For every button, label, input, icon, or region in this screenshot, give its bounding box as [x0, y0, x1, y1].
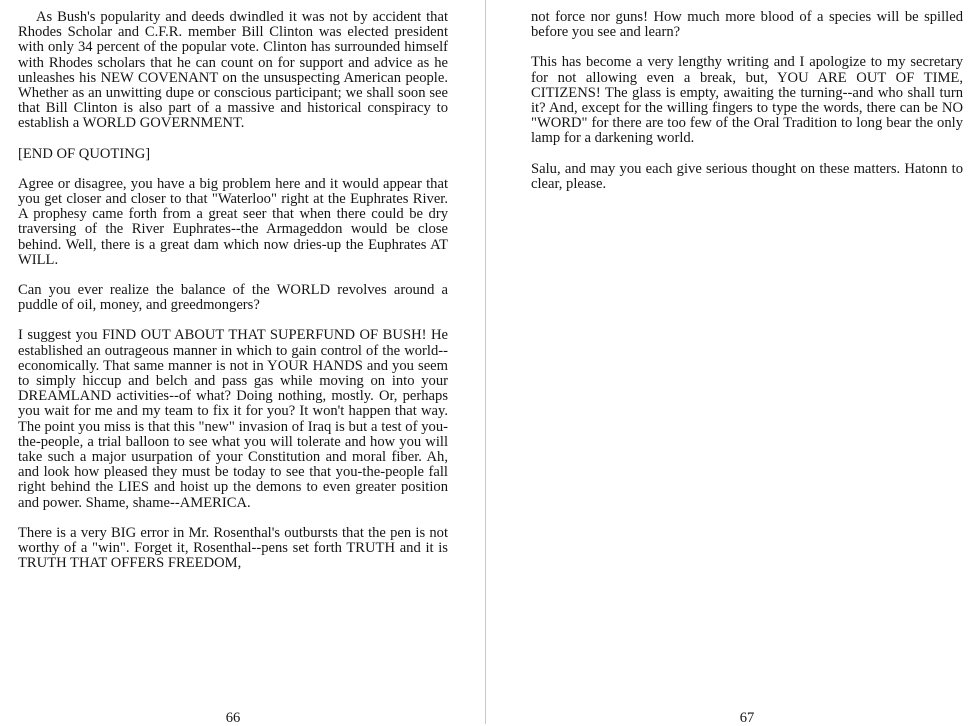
page-number: 66 — [225, 710, 241, 726]
left-page — [18, 9, 448, 726]
page-number: 67 — [739, 710, 755, 726]
paragraph: As Bush's popularity and deeds dwindled it was not by accident that Rhodes Scholar and C.F.R. member Bill Clinton was elected president with only 34 percent of the popular vote. Clinton has surrounded himself with Rhodes scholars that he can count on for support and advice as he unleashes his NEW COVENANT on the unsuspecting American people. Whether as an unwitting dupe or conscious participant; we shall soon see that Bill Clinton is also part of a massive and historical conspiracy to establish a WORLD GOVERNMENT. — [18, 9, 448, 132]
page-gutter — [485, 0, 486, 724]
paragraph: [END OF QUOTING] — [18, 145, 151, 162]
paragraph: Salu, and may you each give serious thought on these matters. Hatonn to clear, please. — [531, 160, 963, 192]
paragraph: I suggest you FIND OUT ABOUT THAT SUPERFUND OF BUSH! He established an outrageous manner in which to gain control of the world--economically. That same manner is not in YOUR HANDS and you seem to simply hiccup and belch and pass gas while moving on into your DREAMLAND activities--of what? Doing nothing, mostly. Or, perhaps you wait for me and my team to fix it for you? It won't happen that way. The point you miss is that this "new" invasion of Iraq is but a test of you-the-people, a trial balloon to see what you will tolerate and how you will take such a major usurpation of your Constitution and moral fiber. Ah, and look how pleased they must be today to see that you-the-people fall right behind the LIES and hoist up the demons to even greater position and power. Shame, shame--AMERICA. — [18, 327, 448, 511]
paragraph: There is a very BIG error in Mr. Rosenthal's outbursts that the pen is not worthy of a "win". Forget it, Rosenthal--pens set forth TRUTH and it is TRUTH THAT OFFERS FREEDOM, — [18, 524, 448, 572]
right-page — [531, 9, 963, 726]
paragraph: This has become a very lengthy writing and I apologize to my secretary for not allowing even a break, but, YOU ARE OUT OF TIME, CITIZENS! The glass is empty, awaiting the turning--and who shall turn it? And, except for the willing fingers to type the words, there can be NO "WORD" for there are too few of the Oral Tradition to long bear the only lamp for a darkening world. — [531, 54, 963, 147]
paragraph: Can you ever realize the balance of the WORLD revolves around a puddle of oil, money, and greedmongers? — [18, 282, 448, 314]
paragraph: not force nor guns! How much more blood of a species will be spilled before you see and learn? — [531, 9, 963, 41]
paragraph: Agree or disagree, you have a big problem here and it would appear that you get closer and closer to that "Waterloo" right at the Euphrates River. A prophesy came forth from a great seer that when there could be dry traversing of the River Euphrates--the Armageddon would be close behind. Well, there is a great dam which now dries-up the Euphrates AT WILL. — [18, 175, 448, 268]
